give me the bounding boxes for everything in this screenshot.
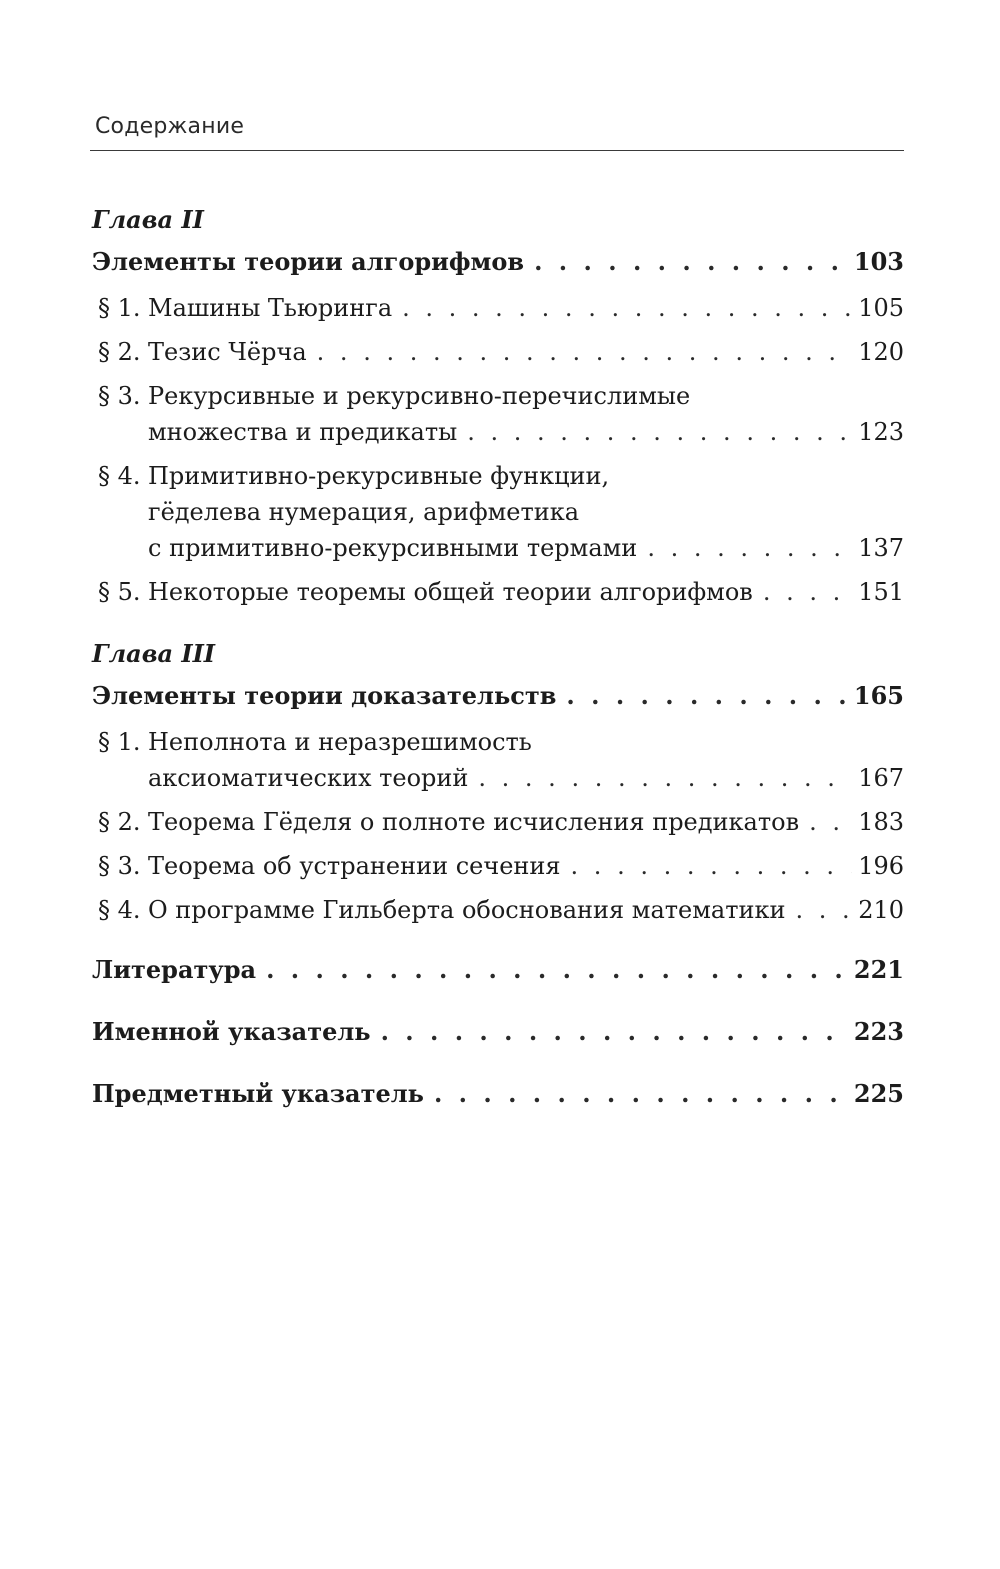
dot-leader <box>763 574 852 610</box>
section-title-line: с примитивно-рекурсивными термами <box>148 534 638 562</box>
toc-entry-section[interactable] <box>92 848 904 884</box>
page-number: 151 <box>858 578 904 606</box>
toc-entry-bibliography[interactable] <box>92 950 904 990</box>
toc-entry-name-index[interactable] <box>92 1012 904 1052</box>
page-number: 103 <box>853 247 904 276</box>
entry-title: Предметный указатель <box>92 1079 424 1108</box>
entry-title: Литература <box>92 955 257 984</box>
section-title-line: аксиоматических теорий <box>148 764 469 792</box>
toc-entry-section[interactable] <box>92 458 904 566</box>
section-title-line: гёделева нумерация, арифметика <box>148 498 580 526</box>
chapter-label: Глава III <box>92 639 216 668</box>
toc-entry-section[interactable] <box>92 804 904 840</box>
table-of-contents <box>92 198 904 1114</box>
page-number: 223 <box>853 1017 904 1046</box>
section-title-line: Неполнота и неразрешимость <box>148 728 532 756</box>
section-number: § 1. <box>98 294 141 322</box>
dot-leader <box>566 676 847 716</box>
section-number: § 3. <box>98 382 141 410</box>
toc-entry-subject-index[interactable] <box>92 1074 904 1114</box>
section-number: § 5. <box>98 578 141 606</box>
section-number: § 3. <box>98 852 141 880</box>
section-number: § 2. <box>98 338 141 366</box>
page-number: 210 <box>858 896 904 924</box>
chapter-title: Элементы теории алгорифмов <box>92 247 525 276</box>
toc-entry-chapter-title[interactable] <box>92 242 904 282</box>
dot-leader <box>809 804 852 840</box>
page-number: 123 <box>858 418 904 446</box>
dot-leader <box>795 892 852 928</box>
section-title: Машины Тьюринга <box>148 294 393 322</box>
section-title: О программе Гильберта обоснования математики <box>148 896 786 924</box>
toc-entry-section[interactable] <box>92 334 904 370</box>
page-number: 167 <box>858 764 904 792</box>
dot-leader <box>571 848 853 884</box>
toc-entry-section[interactable] <box>92 892 904 928</box>
dot-leader <box>647 530 852 566</box>
section-number: § 4. <box>98 462 141 490</box>
header-rule <box>90 150 904 151</box>
section-title-line: Примитивно-рекурсивные функции, <box>148 462 610 490</box>
dot-leader <box>266 950 848 990</box>
dot-leader <box>434 1074 848 1114</box>
section-title: Теорема об устранении сечения <box>148 852 561 880</box>
section-number: § 1. <box>98 728 141 756</box>
section-number: § 4. <box>98 896 141 924</box>
section-title: Некоторые теоремы общей теории алгорифмов <box>148 578 753 606</box>
toc-entry-section[interactable] <box>92 290 904 326</box>
chapter-2 <box>92 198 904 610</box>
running-head: Содержание <box>95 114 245 139</box>
section-title-line: Рекурсивные и рекурсивно-перечислимые <box>148 382 691 410</box>
page-number: 165 <box>853 681 904 710</box>
entry-title: Именной указатель <box>92 1017 371 1046</box>
dot-leader <box>317 334 853 370</box>
dot-leader <box>534 242 848 282</box>
section-title-line: множества и предикаты <box>148 418 458 446</box>
toc-entry-chapter-title[interactable] <box>92 676 904 716</box>
dot-leader <box>381 1012 848 1052</box>
chapter-title: Элементы теории доказательств <box>92 681 557 710</box>
section-number: § 2. <box>98 808 141 836</box>
chapter-label: Глава II <box>92 205 204 234</box>
section-title: Теорема Гёделя о полноте исчисления предикатов <box>148 808 800 836</box>
toc-entry-section[interactable] <box>92 724 904 796</box>
section-title: Тезис Чёрча <box>148 338 307 366</box>
page-number: 196 <box>858 852 904 880</box>
toc-entry-section[interactable] <box>92 574 904 610</box>
page-number: 137 <box>858 534 904 562</box>
dot-leader <box>467 414 852 450</box>
dot-leader <box>402 290 852 326</box>
page-number: 225 <box>853 1079 904 1108</box>
page-number: 120 <box>858 338 904 366</box>
chapter-3 <box>92 632 904 928</box>
toc-entry-section[interactable] <box>92 378 904 450</box>
page-number: 105 <box>858 294 904 322</box>
page-number: 221 <box>853 955 904 984</box>
dot-leader <box>478 760 852 796</box>
page-number: 183 <box>858 808 904 836</box>
